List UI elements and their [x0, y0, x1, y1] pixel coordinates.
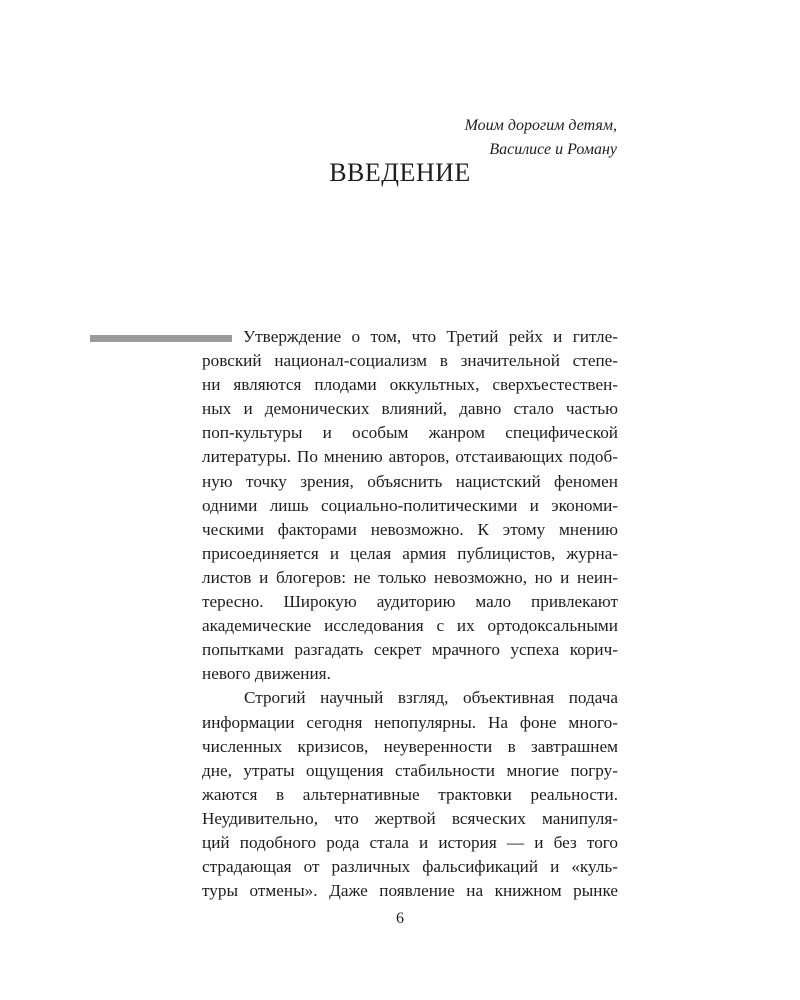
dedication — [465, 114, 617, 162]
text-line: присоединяется и целая армия публицистов, журна- — [202, 543, 618, 563]
paragraph-2 — [202, 686, 618, 903]
text-line: ровский национал-социализм в значительной степе- — [202, 351, 618, 371]
text-line: ных и демонических влияний, давно стало частью — [202, 399, 618, 419]
text-line: академические исследования с их ортодоксальными — [202, 616, 618, 636]
text-line: жаются в альтернативные трактовки реальности. — [202, 784, 618, 804]
text-line: численных кризисов, неуверенности в завтрашнем — [202, 736, 618, 756]
dedication-line-2: Василисе и Роману — [489, 141, 617, 158]
text-line: литературы. По мнению авторов, отстаивающих подоб- — [202, 447, 618, 467]
text-line: Строгий научный взгляд, объективная подача — [244, 688, 618, 708]
text-line: одними лишь социально-политическими и экономи- — [202, 495, 618, 515]
body-text — [202, 325, 618, 903]
text-line: ческими факторами невозможно. К этому мнению — [202, 519, 618, 539]
text-line: Неудивительно, что жертвой всяческих манипуля- — [202, 808, 618, 828]
text-line: попытками разгадать секрет мрачного успеха корич- — [202, 640, 618, 660]
dedication-line-1: Моим дорогим детям, — [464, 117, 617, 134]
text-line: ную точку зрения, объяснить нацистский феномен — [202, 471, 618, 491]
text-line: страдающая от различных фальсификаций и «куль- — [202, 857, 618, 877]
text-line: ни являются плодами оккультных, сверхъестествен- — [202, 375, 618, 395]
text-line: поп-культуры и особым жанром специфической — [202, 423, 618, 443]
text-line: невого движения. — [202, 664, 331, 684]
text-line: листов и блогеров: не только невозможно, но и неин- — [202, 567, 618, 587]
text-line: туры отмены». Даже появление на книжном рынке — [202, 881, 618, 901]
text-line: тересно. Широкую аудиторию мало привлекают — [202, 592, 618, 612]
text-line: Утверждение о том, что Третий рейх и гитле- — [243, 327, 618, 346]
page-number: 6 — [396, 910, 404, 927]
chapter-title: ВВЕДЕНИЕ — [329, 158, 471, 187]
text-line: дне, утраты ощущения стабильности многие погру- — [202, 760, 618, 780]
text-line: информации сегодня непопулярны. На фоне много- — [202, 712, 618, 732]
text-line: ций подобного рода стала и история — и без того — [202, 832, 618, 852]
paragraph-1 — [202, 325, 618, 686]
